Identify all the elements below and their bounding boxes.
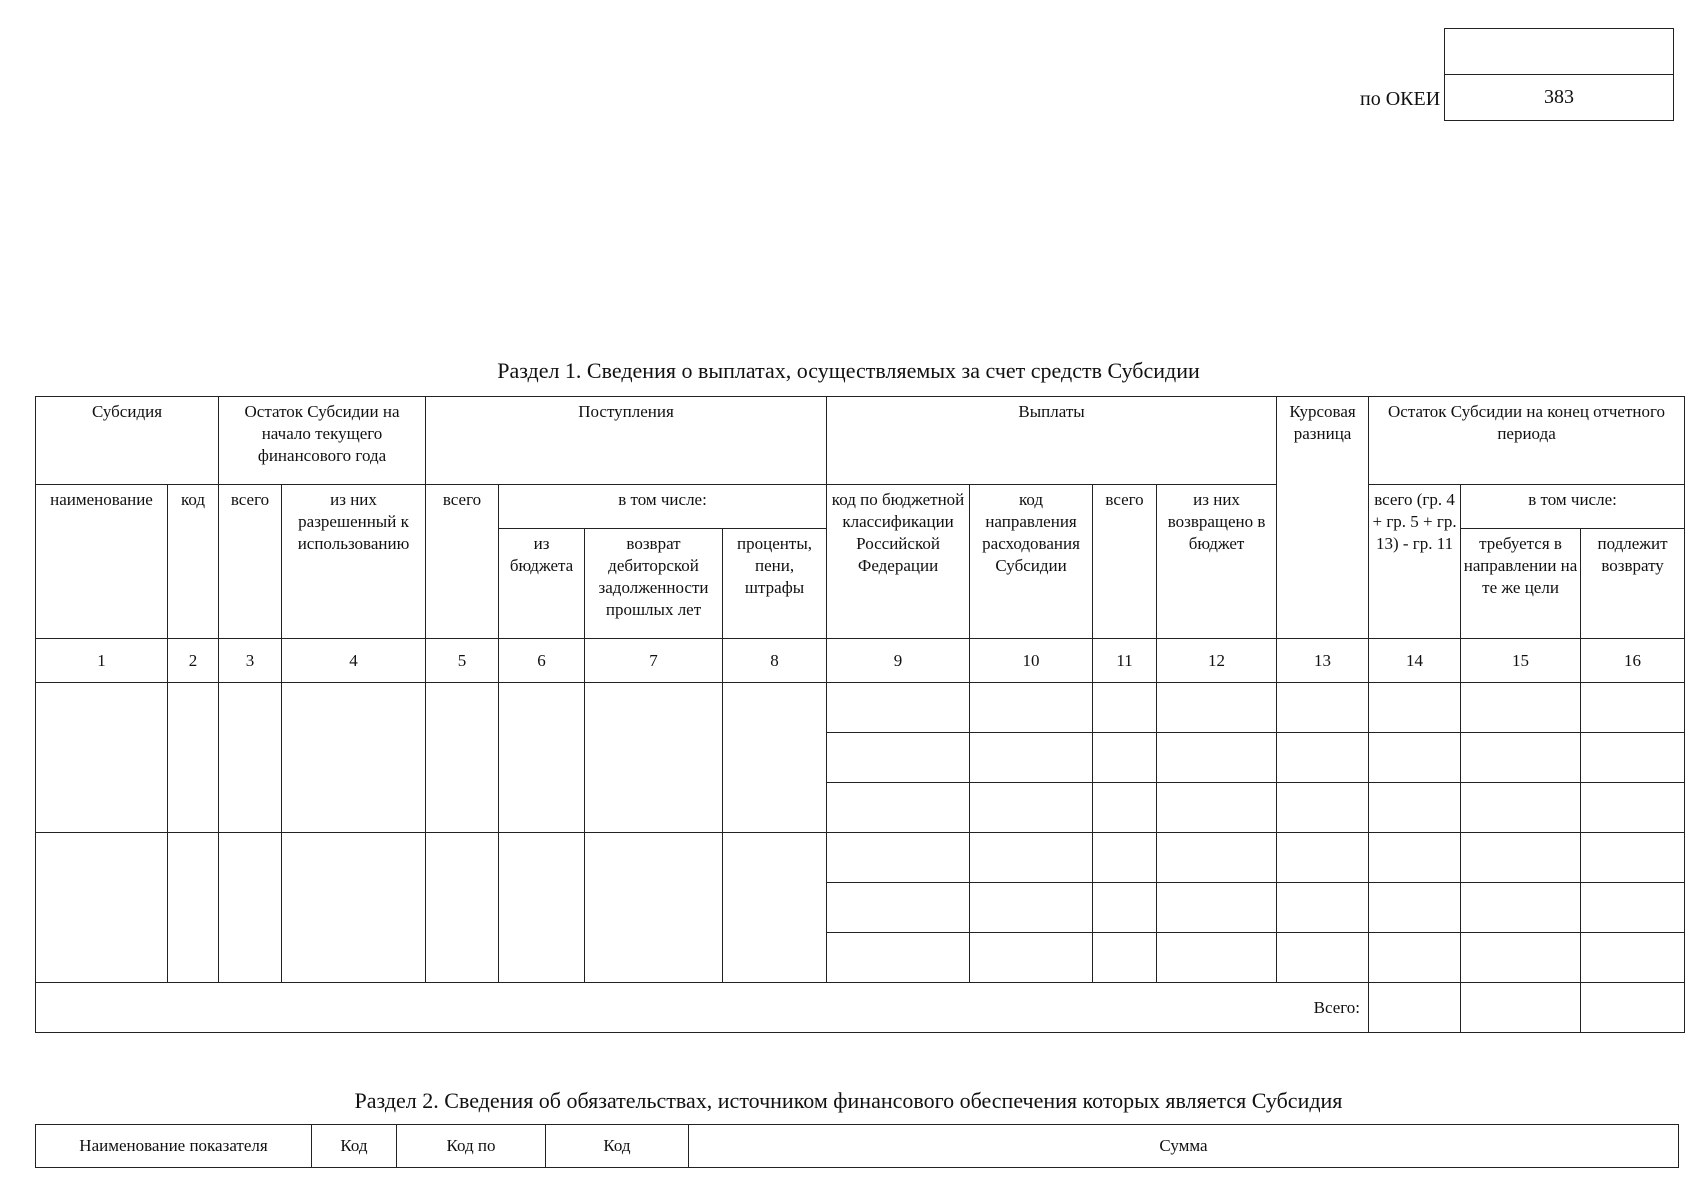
col-num: 1 [36,639,168,683]
header-end-total: всего (гр. 4 + гр. 5 + гр. 13) - гр. 11 [1369,485,1461,639]
cell[interactable] [219,833,282,983]
col-num: 4 [282,639,426,683]
col-num: 5 [426,639,499,683]
cell[interactable] [970,733,1093,783]
table-row [36,683,1685,733]
header-direction-code: код направления расходования Субсидии [970,485,1093,639]
cell[interactable] [282,683,426,833]
cell[interactable] [970,783,1093,833]
col-num: 6 [499,639,585,683]
cell[interactable] [1369,733,1461,783]
cell[interactable] [827,933,970,983]
cell[interactable] [1277,683,1369,733]
header-subsidy: Субсидия [36,397,219,485]
cell[interactable] [827,833,970,883]
cell[interactable] [1277,833,1369,883]
total-cell[interactable] [1581,983,1685,1033]
cell[interactable] [499,683,585,833]
cell[interactable] [970,933,1093,983]
cell[interactable] [1277,783,1369,833]
cell[interactable] [168,683,219,833]
cell[interactable] [1461,683,1581,733]
cell[interactable] [1093,933,1157,983]
header-interest: проценты, пени, штрафы [723,529,827,639]
cell[interactable] [1369,683,1461,733]
cell[interactable] [1461,783,1581,833]
header-receipts: Поступления [426,397,827,485]
header-debt-return: возврат дебиторской задолженности прошлых лет [585,529,723,639]
cell[interactable] [1461,883,1581,933]
cell[interactable] [1277,733,1369,783]
s2-header-code-by: Код по [397,1125,546,1168]
header-allowed: из них разрешенный к использованию [282,485,426,639]
cell[interactable] [970,833,1093,883]
cell[interactable] [723,833,827,983]
header-from-budget: из бюджета [499,529,585,639]
cell[interactable] [827,883,970,933]
col-num: 2 [168,639,219,683]
cell[interactable] [1461,733,1581,783]
header-receipts-total: всего [426,485,499,639]
cell[interactable] [1369,833,1461,883]
header-budget-class-code: код по бюджетной классификации Российской Федерации [827,485,970,639]
cell[interactable] [970,683,1093,733]
total-cell[interactable] [1461,983,1581,1033]
col-num: 3 [219,639,282,683]
cell[interactable] [1093,883,1157,933]
cell[interactable] [1369,933,1461,983]
cell[interactable] [827,683,970,733]
section2-table [35,1124,1679,1168]
cell[interactable] [499,833,585,983]
col-num: 8 [723,639,827,683]
header-balance-start: Остаток Субсидии на начало текущего финансового года [219,397,426,485]
cell[interactable] [1093,683,1157,733]
section2-title: Раздел 2. Сведения об обязательствах, источником финансового обеспечения которых является Субсидия [354,1088,1343,1113]
cell[interactable] [1093,733,1157,783]
cell[interactable] [1157,883,1277,933]
cell[interactable] [1461,933,1581,983]
header-to-return: подлежит возврату [1581,529,1685,639]
header-required-same-purpose: требуется в направлении на те же цели [1461,529,1581,639]
col-num: 14 [1369,639,1461,683]
col-num: 11 [1093,639,1157,683]
okei-value: 383 [1445,75,1674,121]
cell[interactable] [426,833,499,983]
total-cell[interactable] [1369,983,1461,1033]
cell[interactable] [1581,733,1685,783]
cell[interactable] [723,683,827,833]
cell[interactable] [1369,783,1461,833]
cell[interactable] [1157,933,1277,983]
header-payments-total: всего [1093,485,1157,639]
cell[interactable] [36,833,168,983]
section1-table [35,396,1685,1033]
cell[interactable] [1277,933,1369,983]
header-returned: из них возвращено в бюджет [1157,485,1277,639]
section1-title: Раздел 1. Сведения о выплатах, осуществляемых за счет средств Субсидии [497,358,1200,383]
cell[interactable] [827,783,970,833]
cell[interactable] [1157,833,1277,883]
cell[interactable] [36,683,168,833]
col-num: 9 [827,639,970,683]
cell[interactable] [426,683,499,833]
col-num: 13 [1277,639,1369,683]
okei-label: по ОКЕИ [1360,88,1441,110]
okei-code-box [1444,28,1674,121]
s2-header-code-2: Код [546,1125,689,1168]
cell[interactable] [1277,883,1369,933]
s2-header-sum: Сумма [689,1125,1679,1168]
total-row [36,983,1685,1033]
cell[interactable] [1093,783,1157,833]
cell[interactable] [1157,733,1277,783]
cell[interactable] [585,833,723,983]
cell[interactable] [1157,683,1277,733]
cell[interactable] [1581,833,1685,883]
col-num: 7 [585,639,723,683]
total-label: Всего: [36,983,1369,1033]
column-numbers-row [36,639,1685,683]
cell[interactable] [1581,883,1685,933]
header-code: код [168,485,219,639]
header-receipts-including: в том числе: [499,485,827,529]
cell[interactable] [282,833,426,983]
cell[interactable] [1461,833,1581,883]
table-row [36,833,1685,883]
header-end-including: в том числе: [1461,485,1685,529]
s2-header-code: Код [312,1125,397,1168]
header-balance-end: Остаток Субсидии на конец отчетного периода [1369,397,1685,485]
cell[interactable] [1093,833,1157,883]
cell[interactable] [970,883,1093,933]
cell[interactable] [1581,783,1685,833]
header-name: наименование [36,485,168,639]
cell[interactable] [585,683,723,833]
col-num: 12 [1157,639,1277,683]
col-num: 16 [1581,639,1685,683]
header-balance-total: всего [219,485,282,639]
cell[interactable] [1157,783,1277,833]
cell[interactable] [827,733,970,783]
col-num: 15 [1461,639,1581,683]
okei-empty-cell[interactable] [1445,29,1674,75]
cell[interactable] [1581,683,1685,733]
cell[interactable] [168,833,219,983]
cell[interactable] [1369,883,1461,933]
header-exchange-diff: Курсовая разница [1277,397,1369,639]
col-num: 10 [970,639,1093,683]
s2-header-indicator-name: Наименование показателя [36,1125,312,1168]
cell[interactable] [219,683,282,833]
header-payments: Выплаты [827,397,1277,485]
cell[interactable] [1581,933,1685,983]
